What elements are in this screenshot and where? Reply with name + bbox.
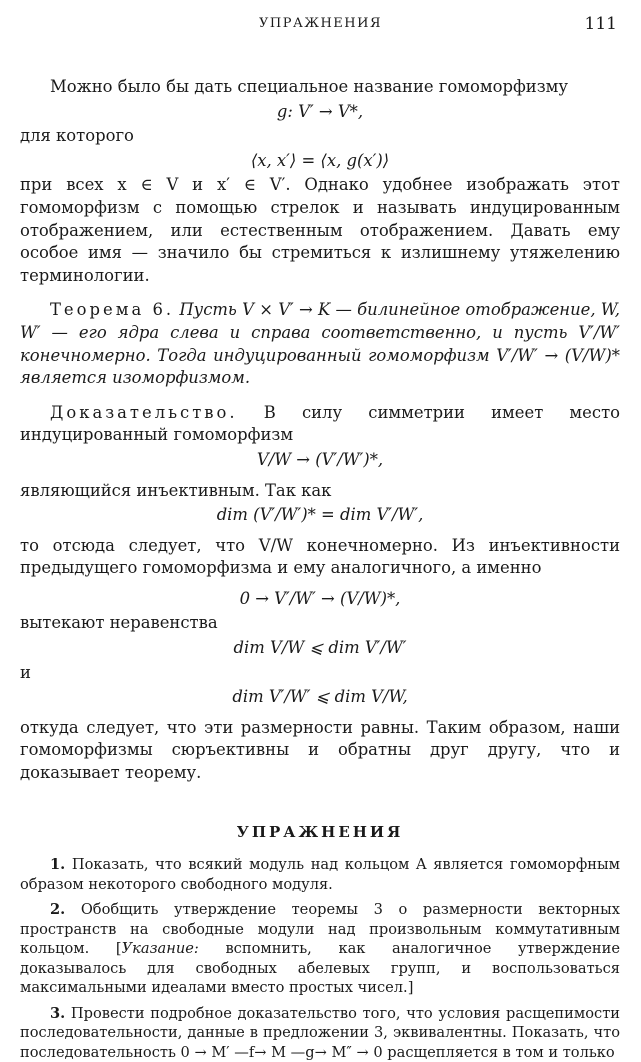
exercise-number: 1. [50,856,66,874]
exercise-text: Показать, что всякий модуль над кольцом A является гомоморфным образом некоторого свободного модуля. [20,856,620,893]
theorem-6 [20,299,620,389]
exercises-heading: УПРАЖНЕНИЯ [236,822,404,841]
proof [20,402,620,447]
running-header [0,14,641,36]
formula-inequality-2: dim V′/W′ ⩽ dim V/W, [232,687,408,707]
running-title: УПРАЖНЕНИЯ [259,16,382,31]
exercise-number: 3. [50,1004,66,1022]
hint-label: Указание: [121,940,199,958]
exercise-number: 2. [50,901,66,919]
exercise-2: 2. Обобщить утверждение теоремы 3 о размерности векторных пространств на свободные модули над произвольным коммутативным кольцом. [Указание: вспомнить, как аналогичное утверждение доказывалось для свободных абелевых групп, и воспользоваться максимальными идеалами вместо простых чисел.] [20,901,620,997]
paragraph: и [20,662,31,682]
exercises-list [20,855,620,1062]
formula-pairing: ⟨x, x′⟩ = ⟨x, g(x′)⟩ [250,150,390,170]
theorem-text: Пусть V × V′ → K — билинейное отображение, W, W′ — его ядра слева и справа соответственно, и пусть V′/W′ конечномерно. Тогда индуцированный гомоморфизм V′/W′ → (V/W)* является изоморфизмом. [20,300,621,388]
theorem-label: Теорема 6. [50,300,175,320]
formula-exact-sequence: 0 → V′/W′ → (V/W)*, [239,588,401,608]
formula-inequality-1: dim V/W ⩽ dim V′/W′ [233,638,407,658]
paragraph: вытекают неравенства [20,613,218,633]
paragraph: являющийся инъективным. Так как [20,480,332,500]
formula-dim-equality: dim (V′/W′)* = dim V′/W′, [216,505,424,525]
paragraph: то отсюда следует, что V/W конечномерно. Из инъективности предыдущего гомоморфизма и ему аналогичного, а именно [20,535,620,578]
page-number: 111 [584,14,617,34]
formula-induced-map: V/W → (V′/W′)*, [256,449,384,469]
paragraph: для которого [20,126,134,146]
main-text [20,76,620,1062]
exercise-1 [20,855,620,894]
proof-text: В силу симметрии имеет место индуцированный гомоморфизм [20,402,620,445]
paragraph: при всех x ∈ V и x′ ∈ V′. Однако удобнее изображать этот гомоморфизм с помощью стрелок и называть индуцированным отображением, или естественным отображением. Давать ему особое имя — значило бы стремиться к излишнему утяжелению терминологии. [20,175,620,285]
exercise-text: Обобщить утверждение теоремы 3 о размерности векторных пространств на свободные модули над произвольным коммутативным кольцом. [20,901,620,958]
paragraph: Можно было бы дать специальное название гомоморфизму [50,77,569,96]
paragraph: откуда следует, что эти размерности равны. Таким образом, наши гомоморфизмы сюръективны и обратны друг другу, что и доказывает теорему. [20,717,620,783]
exercise-3 [20,1004,620,1062]
hint-text: вспомнить, как аналогичное утверждение доказывалось для свободных абелевых групп, и воспользоваться максимальными идеалами вместо простых чисел. [20,940,620,997]
exercise-text: Провести подробное доказательство того, что условия расщепимости последовательности, данные в предложении 3, эквивалентны. Показать, что последовательность 0 → M′ —f→ M —g→ M″ → 0 расщепляется в том и только [20,1004,620,1061]
formula-homomorphism-g: g: V′ → V*, [276,101,364,121]
proof-label: Доказательство. [50,402,238,422]
